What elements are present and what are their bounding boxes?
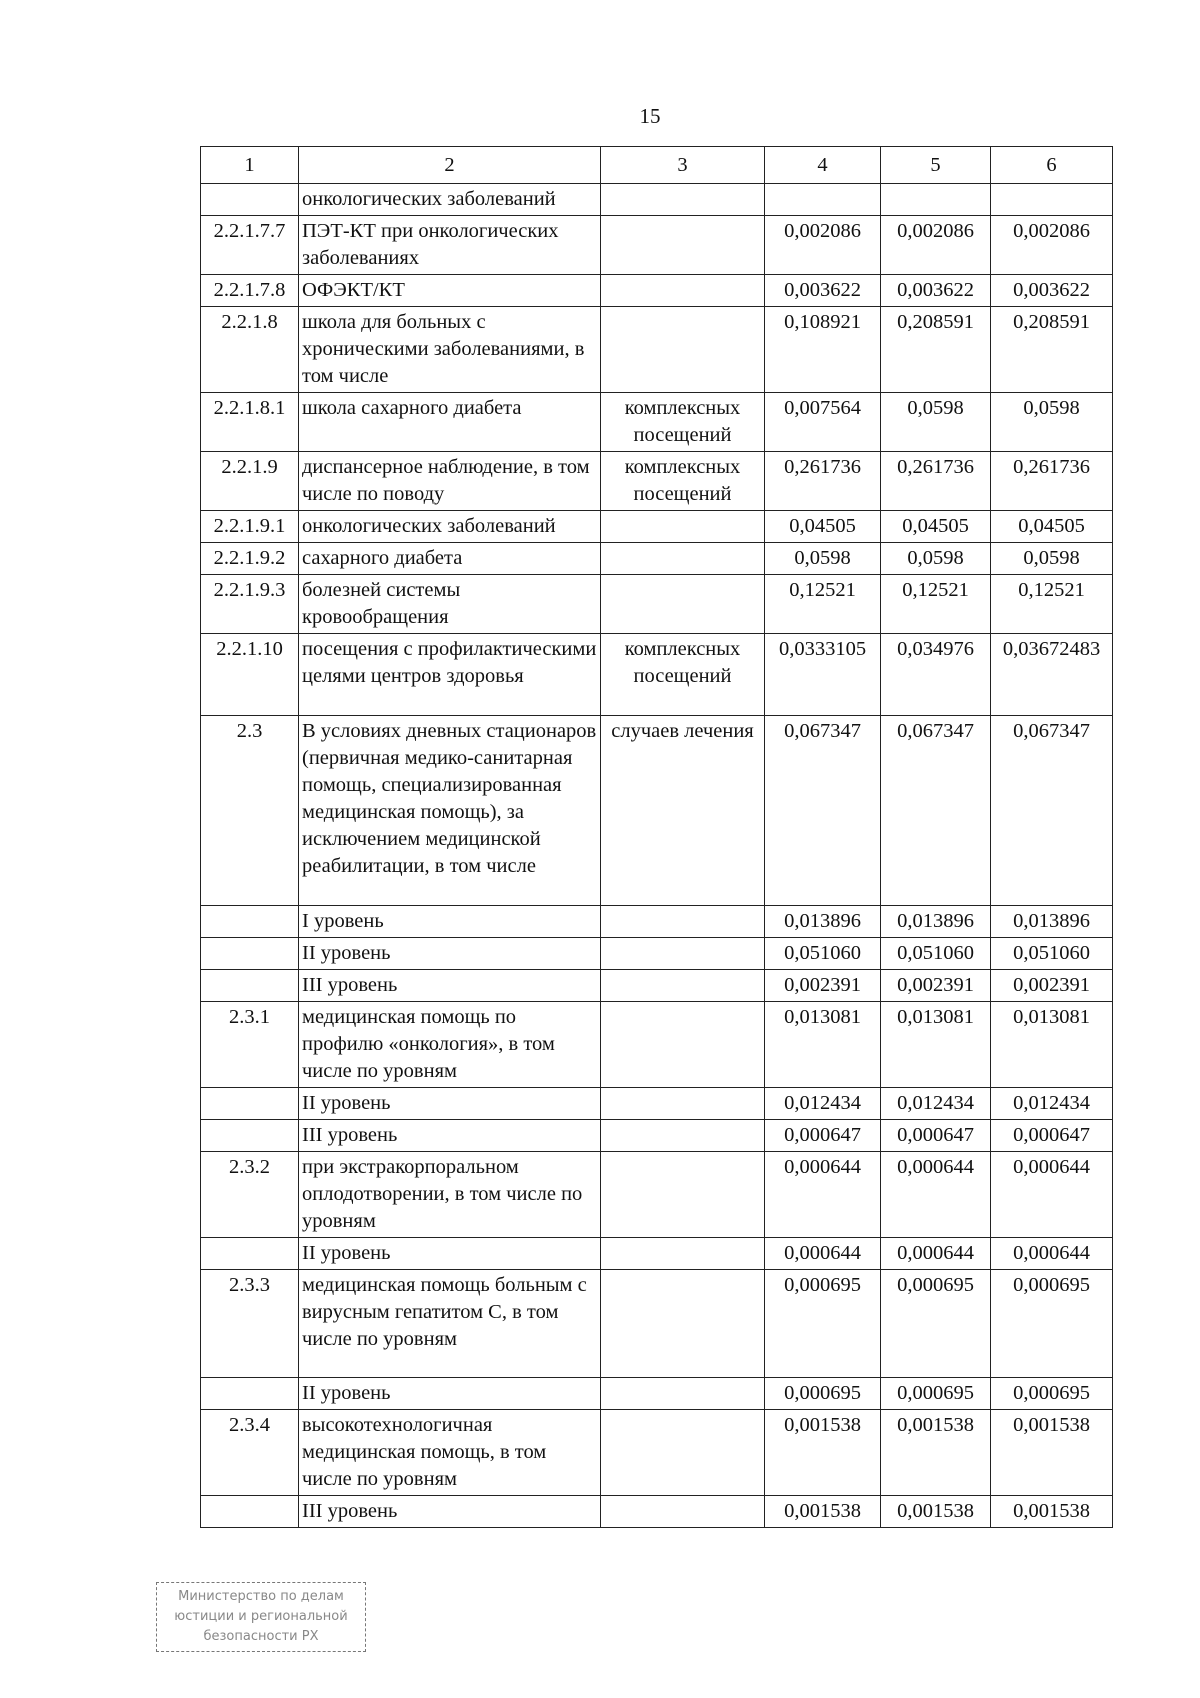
column-header: 5 (881, 147, 991, 184)
value-col-4: 0,108921 (765, 307, 881, 393)
value-col-4: 0,013896 (765, 906, 881, 938)
value-col-6: 0,000695 (991, 1270, 1113, 1378)
value-col-5: 0,000695 (881, 1378, 991, 1410)
row-description: I уровень (299, 906, 601, 938)
value-col-5: 0,001538 (881, 1496, 991, 1528)
row-description: медицинская помощь больным с вирусным гепатитом С, в том числе по уровням (299, 1270, 601, 1378)
value-col-6: 0,000644 (991, 1238, 1113, 1270)
row-unit (601, 543, 765, 575)
row-number: 2.3.3 (201, 1270, 299, 1378)
table-row (201, 575, 1113, 634)
row-description: сахарного диабета (299, 543, 601, 575)
value-col-5: 0,000695 (881, 1270, 991, 1378)
row-unit (601, 511, 765, 543)
row-number: 2.3.1 (201, 1002, 299, 1088)
row-unit (601, 1002, 765, 1088)
table-row (201, 452, 1113, 511)
row-unit: комплексных посещений (601, 452, 765, 511)
value-col-4: 0,012434 (765, 1088, 881, 1120)
value-col-4: 0,000695 (765, 1270, 881, 1378)
row-description: высокотехнологичная медицинская помощь, в том числе по уровням (299, 1410, 601, 1496)
row-unit (601, 1238, 765, 1270)
ministry-stamp (156, 1582, 366, 1652)
table-row (201, 275, 1113, 307)
value-col-5: 0,000644 (881, 1238, 991, 1270)
row-unit (601, 216, 765, 275)
row-number (201, 184, 299, 216)
table-row (201, 393, 1113, 452)
table-row (201, 938, 1113, 970)
value-col-6: 0,12521 (991, 575, 1113, 634)
value-col-6: 0,013081 (991, 1002, 1113, 1088)
row-unit (601, 1152, 765, 1238)
row-number (201, 1238, 299, 1270)
row-unit (601, 1496, 765, 1528)
row-unit (601, 970, 765, 1002)
column-header: 2 (299, 147, 601, 184)
row-description: школа сахарного диабета (299, 393, 601, 452)
row-unit: комплексных посещений (601, 634, 765, 716)
row-number: 2.2.1.7.8 (201, 275, 299, 307)
row-number (201, 970, 299, 1002)
table-row (201, 1088, 1113, 1120)
value-col-6: 0,001538 (991, 1410, 1113, 1496)
row-description: II уровень (299, 1088, 601, 1120)
value-col-4: 0,003622 (765, 275, 881, 307)
value-col-5: 0,0598 (881, 543, 991, 575)
row-unit (601, 1410, 765, 1496)
row-description: посещения с профилактическими целями центров здоровья (299, 634, 601, 716)
value-col-6: 0,000647 (991, 1120, 1113, 1152)
value-col-5: 0,0598 (881, 393, 991, 452)
row-number (201, 1378, 299, 1410)
table-row (201, 716, 1113, 906)
value-col-6: 0,261736 (991, 452, 1113, 511)
row-unit (601, 906, 765, 938)
row-number: 2.2.1.8 (201, 307, 299, 393)
page-number: 15 (639, 104, 661, 128)
row-number: 2.2.1.9.1 (201, 511, 299, 543)
row-number: 2.2.1.9.2 (201, 543, 299, 575)
row-unit (601, 1120, 765, 1152)
value-col-6: 0,03672483 (991, 634, 1113, 716)
table-row (201, 184, 1113, 216)
value-col-6: 0,067347 (991, 716, 1113, 906)
value-col-5: 0,04505 (881, 511, 991, 543)
row-number: 2.2.1.9.3 (201, 575, 299, 634)
row-unit: случаев лечения (601, 716, 765, 906)
row-description: ОФЭКТ/КТ (299, 275, 601, 307)
row-description: II уровень (299, 1378, 601, 1410)
value-col-6: 0,013896 (991, 906, 1113, 938)
table-header-row (201, 147, 1113, 184)
column-header: 6 (991, 147, 1113, 184)
table-row (201, 1378, 1113, 1410)
row-unit: комплексных посещений (601, 393, 765, 452)
value-col-6: 0,0598 (991, 543, 1113, 575)
value-col-5: 0,034976 (881, 634, 991, 716)
row-unit (601, 938, 765, 970)
row-description: В условиях дневных стационаров (первичная медико-санитарная помощь, специализированная медицинская помощь), за исключением медицинской реабилитации, в том числе (299, 716, 601, 906)
value-col-6: 0,001538 (991, 1496, 1113, 1528)
value-col-5: 0,001538 (881, 1410, 991, 1496)
column-header: 4 (765, 147, 881, 184)
row-unit (601, 1270, 765, 1378)
row-number: 2.3.4 (201, 1410, 299, 1496)
value-col-4: 0,000647 (765, 1120, 881, 1152)
row-unit (601, 307, 765, 393)
row-number: 2.2.1.9 (201, 452, 299, 511)
table-row (201, 906, 1113, 938)
column-header: 3 (601, 147, 765, 184)
value-col-4: 0,000644 (765, 1152, 881, 1238)
stamp-line: юстиции и региональной (174, 1609, 348, 1624)
row-description: при экстракорпоральном оплодотворении, в том числе по уровням (299, 1152, 601, 1238)
value-col-5: 0,051060 (881, 938, 991, 970)
table-row (201, 634, 1113, 716)
value-col-4: 0,001538 (765, 1410, 881, 1496)
column-header: 1 (201, 147, 299, 184)
value-col-4: 0,0333105 (765, 634, 881, 716)
value-col-6: 0,051060 (991, 938, 1113, 970)
row-description: медицинская помощь по профилю «онкология», в том числе по уровням (299, 1002, 601, 1088)
value-col-4: 0,261736 (765, 452, 881, 511)
stamp-line: безопасности РХ (203, 1629, 319, 1644)
value-col-5: 0,261736 (881, 452, 991, 511)
row-number (201, 938, 299, 970)
row-number: 2.3.2 (201, 1152, 299, 1238)
value-col-4: 0,002086 (765, 216, 881, 275)
table-row (201, 1238, 1113, 1270)
value-col-6: 0,04505 (991, 511, 1113, 543)
row-unit (601, 275, 765, 307)
value-col-4: 0,12521 (765, 575, 881, 634)
value-col-5: 0,002086 (881, 216, 991, 275)
table-row (201, 1496, 1113, 1528)
value-col-5: 0,000647 (881, 1120, 991, 1152)
value-col-5: 0,013081 (881, 1002, 991, 1088)
value-col-4: 0,007564 (765, 393, 881, 452)
value-col-6: 0,000695 (991, 1378, 1113, 1410)
value-col-6: 0,0598 (991, 393, 1113, 452)
value-col-5: 0,000644 (881, 1152, 991, 1238)
row-description: III уровень (299, 970, 601, 1002)
row-number (201, 1496, 299, 1528)
row-number (201, 1088, 299, 1120)
row-unit (601, 575, 765, 634)
table-row (201, 216, 1113, 275)
value-col-6: 0,208591 (991, 307, 1113, 393)
value-col-6: 0,012434 (991, 1088, 1113, 1120)
row-description: онкологических заболеваний (299, 184, 601, 216)
row-number: 2.3 (201, 716, 299, 906)
value-col-4: 0,002391 (765, 970, 881, 1002)
value-col-6: 0,002086 (991, 216, 1113, 275)
value-col-5 (881, 184, 991, 216)
row-description: II уровень (299, 1238, 601, 1270)
value-col-4: 0,0598 (765, 543, 881, 575)
value-col-5: 0,208591 (881, 307, 991, 393)
value-col-5: 0,12521 (881, 575, 991, 634)
table-row (201, 307, 1113, 393)
table-row (201, 1410, 1113, 1496)
value-col-4: 0,04505 (765, 511, 881, 543)
value-col-6 (991, 184, 1113, 216)
stamp-line: Министерство по делам (178, 1589, 344, 1604)
table-row (201, 1152, 1113, 1238)
row-number: 2.2.1.7.7 (201, 216, 299, 275)
row-description: школа для больных с хроническими заболеваниями, в том числе (299, 307, 601, 393)
table-row (201, 511, 1113, 543)
row-number (201, 1120, 299, 1152)
row-number: 2.2.1.10 (201, 634, 299, 716)
value-col-5: 0,013896 (881, 906, 991, 938)
row-number: 2.2.1.8.1 (201, 393, 299, 452)
row-number (201, 906, 299, 938)
value-col-4: 0,013081 (765, 1002, 881, 1088)
value-col-6: 0,000644 (991, 1152, 1113, 1238)
value-col-4: 0,051060 (765, 938, 881, 970)
value-col-4: 0,001538 (765, 1496, 881, 1528)
row-description: ПЭТ-КТ при онкологических заболеваниях (299, 216, 601, 275)
row-description: диспансерное наблюдение, в том числе по поводу (299, 452, 601, 511)
value-col-5: 0,003622 (881, 275, 991, 307)
table-row (201, 1002, 1113, 1088)
table-row (201, 970, 1113, 1002)
data-table (200, 146, 1113, 1528)
value-col-4 (765, 184, 881, 216)
row-description: III уровень (299, 1120, 601, 1152)
row-description: III уровень (299, 1496, 601, 1528)
value-col-6: 0,002391 (991, 970, 1113, 1002)
value-col-4: 0,000644 (765, 1238, 881, 1270)
value-col-5: 0,002391 (881, 970, 991, 1002)
row-unit (601, 1378, 765, 1410)
table-row (201, 1270, 1113, 1378)
value-col-4: 0,067347 (765, 716, 881, 906)
row-description: II уровень (299, 938, 601, 970)
value-col-4: 0,000695 (765, 1378, 881, 1410)
value-col-5: 0,012434 (881, 1088, 991, 1120)
value-col-5: 0,067347 (881, 716, 991, 906)
row-unit (601, 184, 765, 216)
row-description: онкологических заболеваний (299, 511, 601, 543)
value-col-6: 0,003622 (991, 275, 1113, 307)
table-row (201, 543, 1113, 575)
table-row (201, 1120, 1113, 1152)
row-description: болезней системы кровообращения (299, 575, 601, 634)
row-unit (601, 1088, 765, 1120)
